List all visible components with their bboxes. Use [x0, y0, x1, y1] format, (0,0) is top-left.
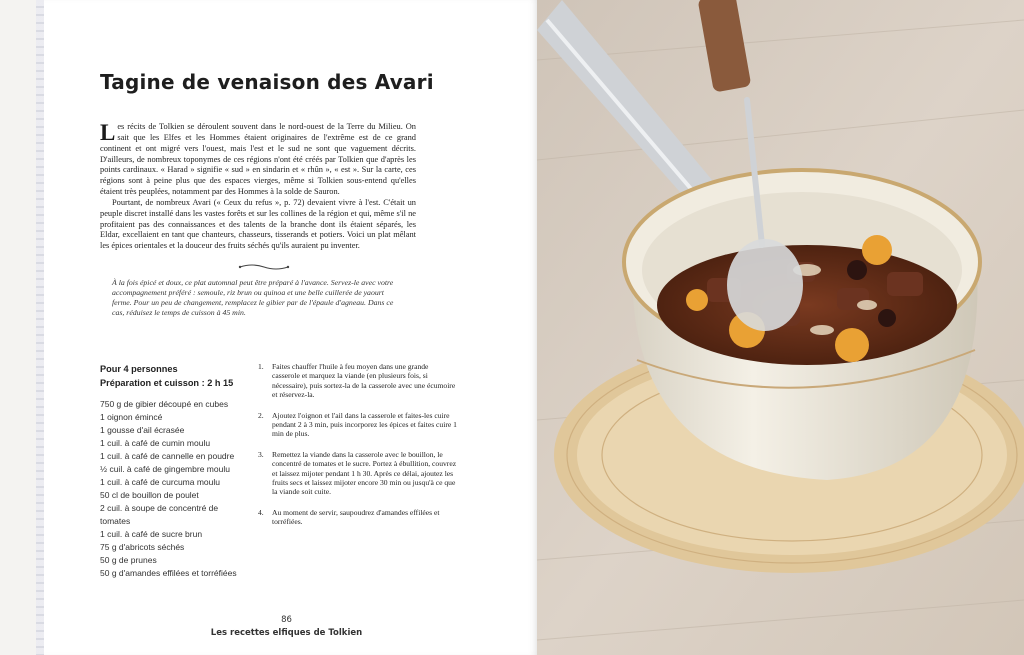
- method-step: [258, 508, 458, 527]
- ingredient-item: 1 cuil. à café de sucre brun: [100, 529, 203, 539]
- book-footer: Les recettes elfiques de Tolkien: [210, 628, 363, 638]
- ingredient-list: [100, 398, 250, 580]
- ingredient-item: 1 oignon émincé: [100, 412, 163, 422]
- method-step: [258, 450, 458, 497]
- servings-block: [100, 362, 233, 390]
- ingredient-item: 50 g d'amandes effilées et torréfiées: [100, 568, 237, 578]
- ingredient-item: 50 cl de bouillon de poulet: [100, 490, 199, 500]
- ingredient-item: 2 cuil. à soupe de concentré de: [100, 503, 219, 513]
- step-number: 2.: [258, 410, 264, 420]
- ingredient-item: ½ cuil. à café de gingembre moulu: [100, 464, 230, 474]
- step-text: Au moment de servir, saupoudrez d'amandes effilées et torréfiées.: [272, 507, 440, 527]
- intro-paragraph-1: [100, 122, 416, 198]
- intro-paragraph-2: Pourtant, de nombreux Avari (« Ceux du refus », p. 72) devaient vivre à l'est. C'était un peuple discret installé dans les vastes forêts et sur les collines de la région et qui, même s'il ne profitaient pas des connaissances et des talents de la branche dont ils étaient séparés, les Eldar, excellaient en tant que chanteurs, chasseurs, tisserands et potiers. Voici un plat mêlant les épices orientales et la douceur des fruits séchés qu'ils auraient pu inventer.: [100, 197, 416, 251]
- ingredient-item: 1 cuil. à café de cannelle en poudre: [100, 451, 235, 461]
- step-number: 4.: [258, 507, 264, 517]
- method-step: [258, 362, 458, 400]
- ingredient-item: 1 cuil. à café de curcuma moulu: [100, 477, 221, 487]
- page-number: 86: [281, 615, 292, 625]
- ornament-divider-icon: [238, 262, 290, 272]
- prep-time: Préparation et cuisson : 2 h 15: [100, 378, 234, 388]
- ingredient-item: 750 g de gibier découpé en cubes: [100, 399, 229, 409]
- method-step: [258, 411, 458, 439]
- ingredient-item: 50 g de prunes: [100, 555, 157, 565]
- method-steps: [258, 362, 458, 538]
- intro-text: [100, 122, 416, 252]
- ingredient-item: 1 cuil. à café de cumin moulu: [100, 438, 211, 448]
- step-text: Faites chauffer l'huile à feu moyen dans une grande casserole et marquez la viande (en plusieurs fois, si nécessaire), puis sortez-la de la casserole avec une écumoire et réservez-la.: [272, 362, 456, 400]
- step-number: 1.: [258, 362, 264, 371]
- serving-tip: À la fois épicé et doux, ce plat automnal peut être préparé à l'avance. Servez-le avec votre accompagnement préféré : semoule, riz brun ou quinoa et une belle cuillerée de yaourt ferme. Pour un peu de changement, remplacez le gibier par de l'épaule d'agneau. Dans ce cas, réduisez le temps de cuisson à 45 min.: [112, 278, 394, 317]
- recipe-title: Tagine de venaison des Avari: [100, 70, 434, 94]
- ingredient-item: 75 g d'abricots séchés: [100, 542, 185, 552]
- intro-paragraph-1-text: es récits de Tolkien se déroulent souvent dans le nord-ouest de la Terre du Milieu. On sait que les Elfes et les Hommes étaient originaires de l'extrême est de ce grand continent et ont migré vers l'ouest, mais l'est et le sud ne sont que vaguement décrits. D'ailleurs, de nombreux toponymes de ces régions n'ont été créés par Tolkien que d'après les points cardinaux. « Harad » signifie « sud » en sindarin et « rhûn », « est ». Sur la carte, ces régions sont à peine plus que des espaces vierges, même si Tolkien sous-entend qu'elles étaient très peuplées, notamment par des Hommes à la solde de Sauron.: [100, 122, 416, 197]
- drop-cap: L: [100, 120, 116, 145]
- ingredient-item: 1 gousse d'ail écrasée: [100, 425, 185, 435]
- stew-pot-photo: [537, 0, 1024, 655]
- step-text: Remettez la viande dans la casserole avec le bouillon, le concentré de tomates et le sucre. Portez à ébullition, couvrez et laissez mijoter pendant 1 h 30. Après ce délai, ajoutez les fruits secs et laissez mijoter encore 30 min ou jusqu'à ce que la viande soit cuite.: [272, 449, 457, 497]
- spiral-binding: [36, 0, 44, 655]
- ingredient-item: tomates: [100, 516, 131, 526]
- servings: Pour 4 personnes: [100, 364, 178, 374]
- step-number: 3.: [258, 449, 264, 459]
- step-text: Ajoutez l'oignon et l'ail dans la casserole et faites-les cuire pendant 2 à 3 min, puis incorporez les épices et faites cuire 1 min de plus.: [272, 410, 457, 439]
